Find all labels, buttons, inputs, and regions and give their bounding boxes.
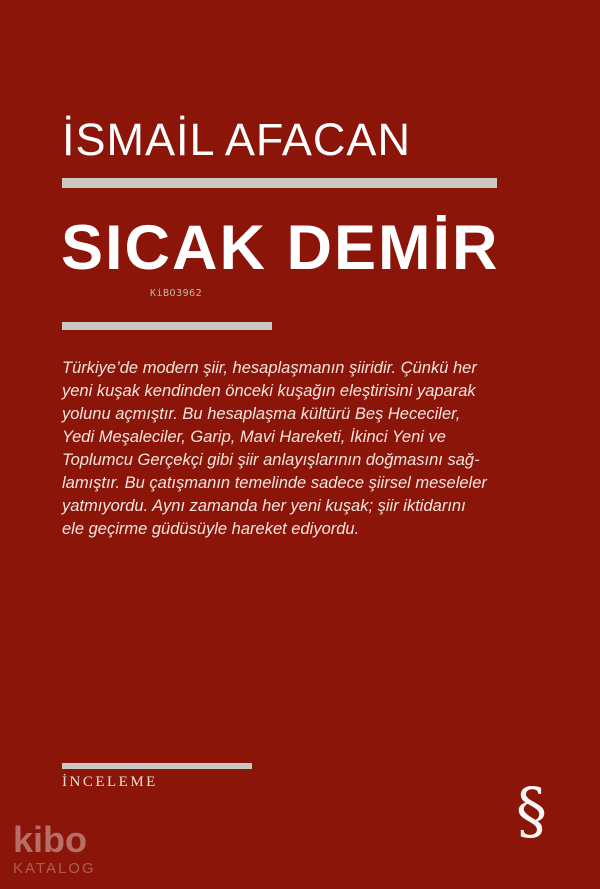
- synopsis-text: [62, 357, 522, 541]
- site-subtitle-text: KATALOG: [13, 860, 96, 877]
- book-title: SICAK DEMİR: [61, 213, 500, 283]
- synopsis-line: yeni kuşak kendinden önceki kuşağın eleştirisini yaparak: [62, 382, 476, 400]
- site-logo-text: kibo: [13, 819, 88, 860]
- author-name: İSMAİL AFACAN: [62, 114, 411, 165]
- category-divider: [62, 763, 252, 769]
- synopsis-line: yatmıyordu. Aynı zamanda her yeni kuşak; şiir iktidarını: [62, 497, 466, 515]
- title-divider: [62, 322, 272, 330]
- category-label: İNCELEME: [62, 774, 158, 790]
- synopsis-line: Yedi Meşaleciler, Garip, Mavi Hareketi, İkinci Yeni ve: [62, 428, 446, 446]
- synopsis-line: Türkiye’de modern şiir, hesaplaşmanın şiiridir. Çünkü her: [62, 359, 477, 377]
- site-watermark: [13, 819, 96, 878]
- catalog-code-watermark: KiBO3962: [150, 288, 203, 299]
- author-divider: [62, 178, 497, 188]
- synopsis-line: ele geçirme güdüsüyle hareket ediyordu.: [62, 520, 360, 538]
- publisher-section-icon: §: [516, 774, 547, 847]
- synopsis-line: yolunu açmıştır. Bu hesaplaşma kültürü Beş Hececiler,: [62, 405, 461, 423]
- synopsis-line: lamıştır. Bu çatışmanın temelinde sadece şiirsel meseleler: [62, 474, 487, 492]
- synopsis-line: Toplumcu Gerçekçi gibi şiir anlayışlarının doğmasını sağ-: [62, 451, 480, 469]
